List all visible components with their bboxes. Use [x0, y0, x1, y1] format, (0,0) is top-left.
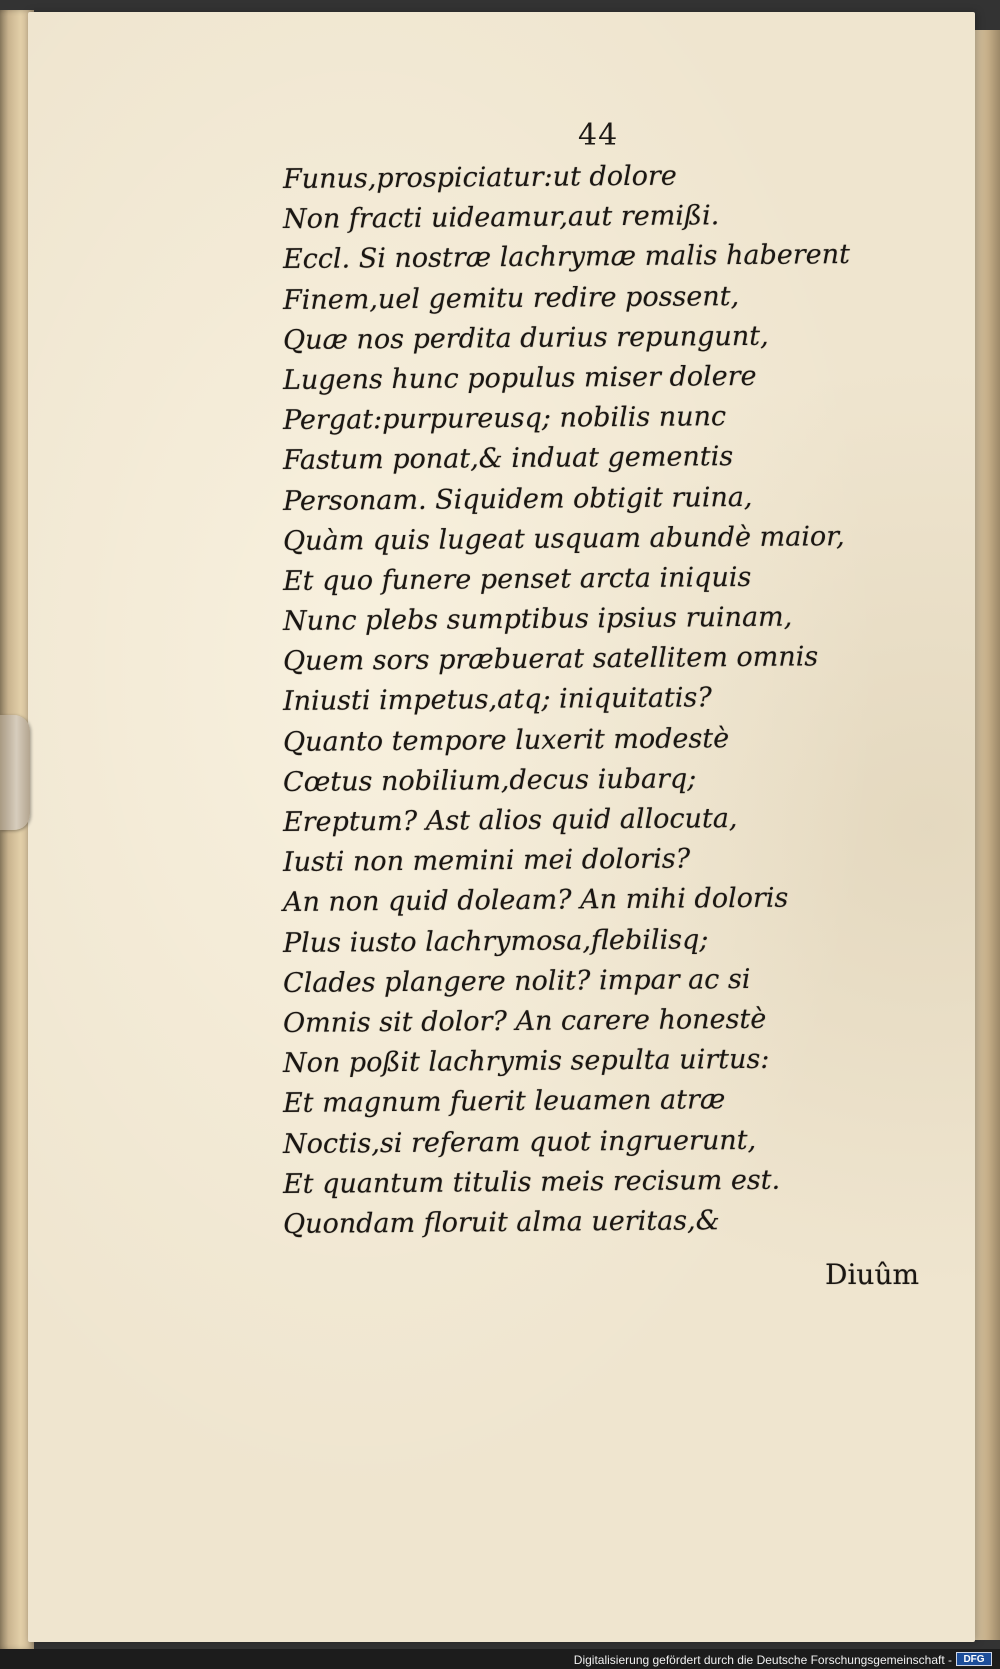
verse-line: Et magnum fuerit leuamen atræ [282, 1084, 726, 1120]
verse-line: Omnis sit dolor? An carere honestè [282, 1003, 767, 1039]
verse-line: Eccl. Si nostræ lachrymæ malis haberent [282, 239, 851, 276]
verse-line: An non quid doleam? An mihi doloris [282, 882, 789, 919]
verse-line: Et quantum titulis meis recisum est. [282, 1164, 781, 1200]
verse-line: Plus iusto lachrymosa,flebilisq; [282, 923, 709, 959]
funding-credit: Digitalisierung gefördert durch die Deutsche Forschungsgemeinschaft - [573, 1653, 952, 1667]
verse-line: Lugens hunc populus miser dolere [282, 360, 757, 396]
verse-line: Quondam floruit alma ueritas,& [282, 1205, 720, 1240]
page-clip [0, 715, 30, 830]
verse-text [282, 160, 851, 1245]
verse-line: Iniusti impetus,atq; iniquitatis? [282, 682, 712, 718]
verse-line: Noctis,si referam quot ingruerunt, [282, 1124, 757, 1160]
verse-line: Quem sors præbuerat satellitem omnis [282, 641, 819, 678]
facing-page-edge [974, 30, 1000, 1640]
verse-line: Nunc plebs sumptibus ipsius ruinam, [282, 601, 793, 638]
verse-line: Quæ nos perdita durius repungunt, [282, 320, 769, 356]
catchword: Diuûm [825, 1258, 920, 1291]
verse-line: Quanto tempore luxerit modestè [282, 722, 730, 758]
verse-line: Iusti non memini mei doloris? [282, 843, 691, 879]
bleed-through-text [830, 175, 970, 215]
verse-line: Ereptum? Ast alios quid allocuta, [282, 803, 738, 838]
page-number: 44 [578, 118, 619, 153]
verse-line: Clades plangere nolit? impar ac si [282, 963, 751, 999]
verse-line: Et quo funere penset arcta iniquis [282, 561, 752, 597]
verse-line: Non poßit lachrymis sepulta uirtus: [282, 1043, 770, 1080]
verse-line: Non fracti uideamur,aut remißi. [282, 200, 720, 236]
verse-line: Finem,uel gemitu redire possent, [282, 280, 740, 316]
verse-line: Funus,prospiciatur:ut dolore [282, 160, 677, 195]
verse-line: Quàm quis lugeat usquam abundè maior, [282, 520, 845, 557]
verse-line: Pergat:purpureusq; nobilis nunc [282, 401, 727, 437]
verse-line: Personam. Siquidem obtigit ruina, [282, 481, 753, 517]
verse-line: Cœtus nobilium,decus iubarq; [282, 763, 697, 798]
verse-line: Fastum ponat,& induat gementis [282, 441, 734, 477]
dfg-logo-icon: DFG [956, 1652, 992, 1666]
footer-bar [0, 1649, 1000, 1669]
